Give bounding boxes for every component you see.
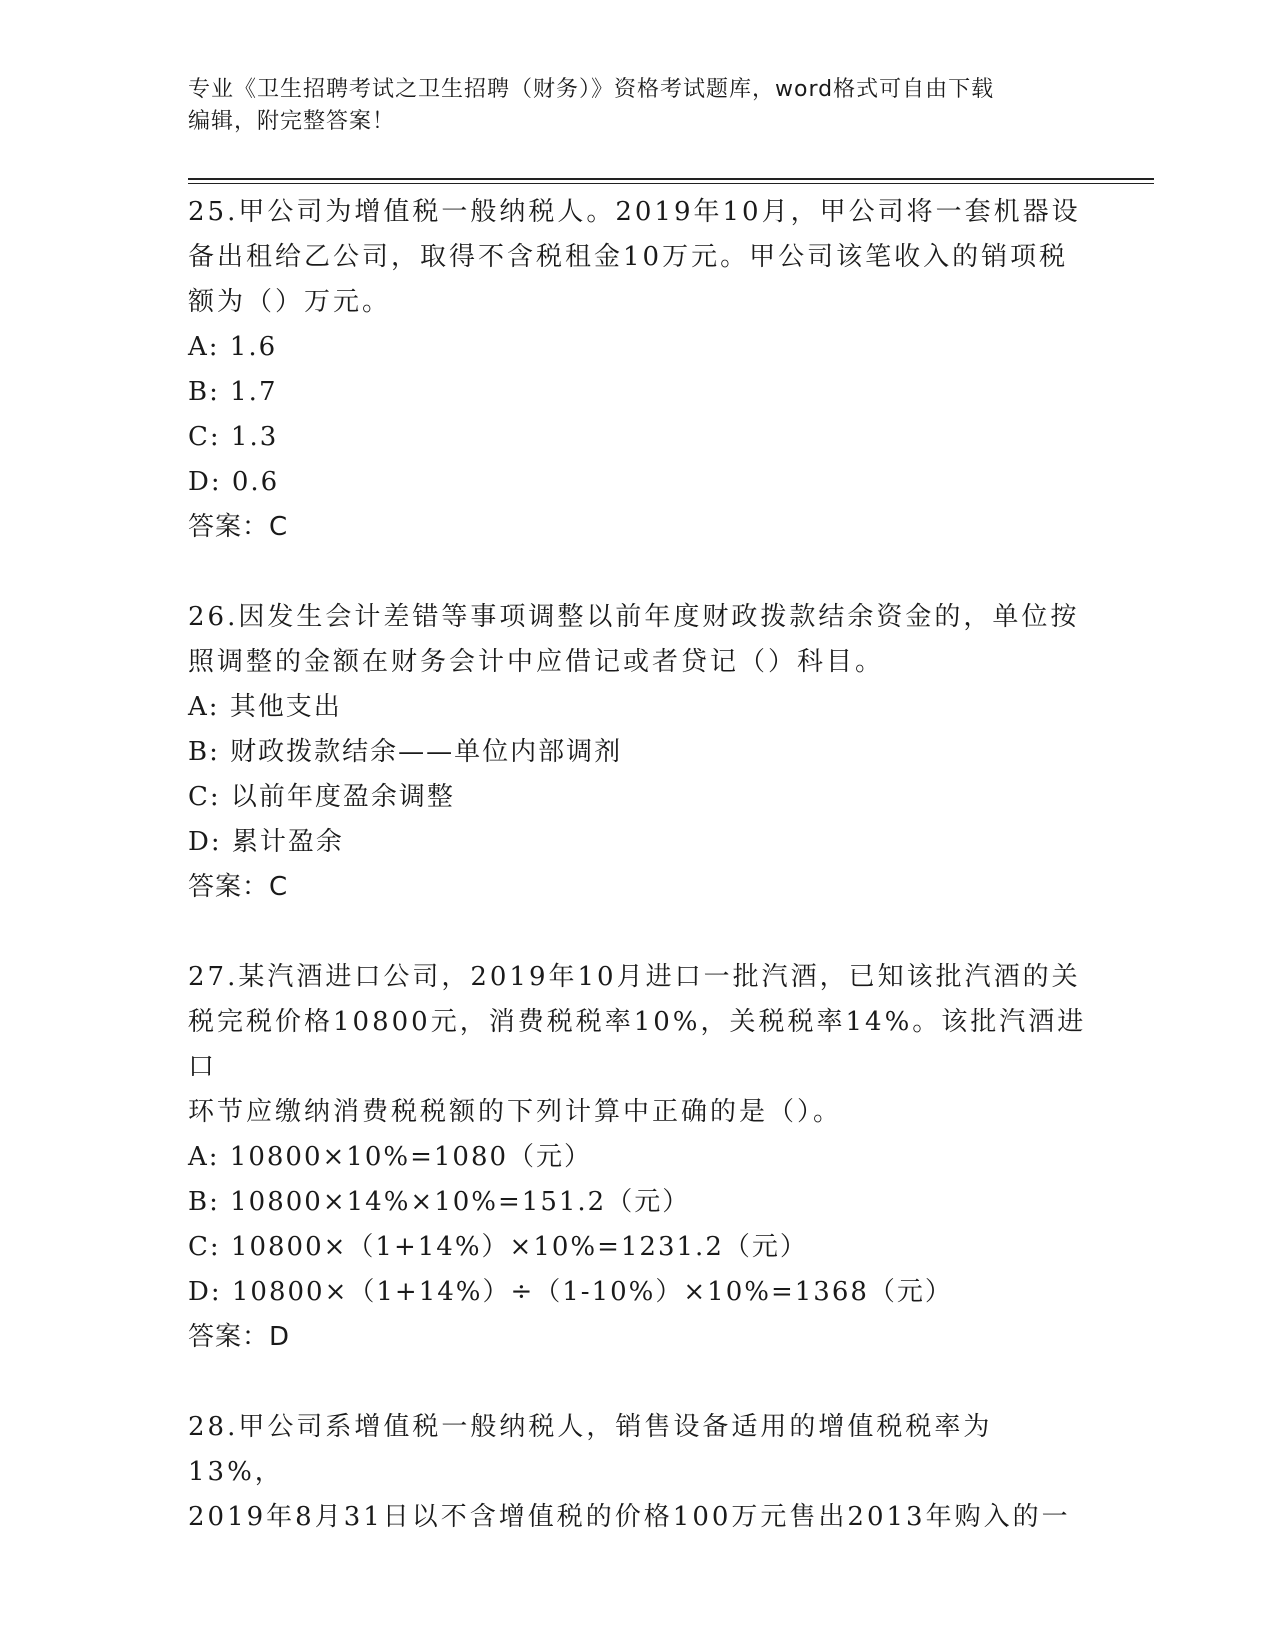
question-spacer	[188, 1360, 1088, 1405]
option-b: B: 财政拨款结余——单位内部调剂	[188, 737, 623, 767]
option-a: A: 其他支出	[188, 692, 342, 722]
option-d: D: 0.6	[188, 467, 280, 497]
question-spacer	[188, 550, 1088, 595]
question-stem	[188, 595, 1088, 685]
answer: 答案：D	[188, 1322, 291, 1352]
answer: 答案：C	[188, 512, 289, 542]
document-header	[188, 74, 1088, 138]
option-b: B: 1.7	[188, 377, 278, 407]
answer: 答案：C	[188, 872, 289, 902]
stem-line: 额为（）万元。	[188, 287, 392, 317]
option-b: B: 10800×14%×10%=151.2（元）	[188, 1187, 691, 1217]
stem-line: 2019年8月31日以不含增值税的价格100万元售出2013年购入的一	[188, 1502, 1071, 1532]
question-28	[188, 1405, 1088, 1540]
stem-line: 照调整的金额在财务会计中应借记或者贷记（）科目。	[188, 647, 885, 677]
header-line-1: 专业《卫生招聘考试之卫生招聘（财务）》资格考试题库，word格式可自由下载	[188, 77, 995, 102]
option-a: A: 10800×10%=1080（元）	[188, 1142, 593, 1172]
option-d: D: 累计盈余	[188, 827, 344, 857]
header-line-2: 编辑，附完整答案！	[188, 109, 396, 134]
question-spacer	[188, 910, 1088, 955]
stem-line: 环节应缴纳消费税税额的下列计算中正确的是（）。	[188, 1097, 843, 1127]
question-26	[188, 595, 1088, 910]
question-stem	[188, 955, 1088, 1135]
header-divider-thin	[188, 183, 1154, 184]
stem-line: 28.甲公司系增值税一般纳税人，销售设备适用的增值税税率为13%，	[188, 1412, 993, 1487]
option-d: D: 10800×（1+14%）÷（1-10%）×10%=1368（元）	[188, 1277, 953, 1307]
option-c: C: 以前年度盈余调整	[188, 782, 455, 812]
option-c: C: 1.3	[188, 422, 279, 452]
question-list	[188, 190, 1088, 1540]
stem-line: 26.因发生会计差错等事项调整以前年度财政拨款结余资金的，单位按	[188, 602, 1080, 632]
option-a: A: 1.6	[188, 332, 278, 362]
question-27	[188, 955, 1088, 1360]
stem-line: 税完税价格10800元，消费税税率10%，关税税率14%。该批汽酒进口	[188, 1007, 1087, 1082]
option-c: C: 10800×（1+14%）×10%=1231.2（元）	[188, 1232, 808, 1262]
header-divider-thick	[188, 178, 1154, 180]
question-stem	[188, 190, 1088, 325]
question-stem	[188, 1405, 1088, 1540]
stem-line: 25.甲公司为增值税一般纳税人。2019年10月，甲公司将一套机器设	[188, 197, 1081, 227]
question-25	[188, 190, 1088, 550]
stem-line: 备出租给乙公司，取得不含税租金10万元。甲公司该笔收入的销项税	[188, 242, 1069, 272]
stem-line: 27.某汽酒进口公司，2019年10月进口一批汽酒，已知该批汽酒的关	[188, 962, 1081, 992]
